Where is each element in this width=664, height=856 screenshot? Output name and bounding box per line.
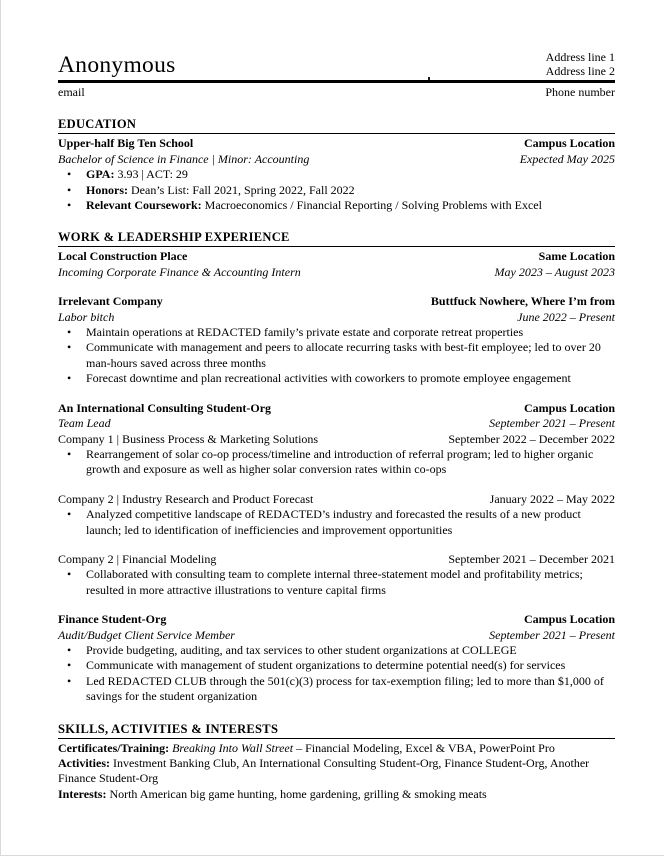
entry-date: September 2021 – Present: [489, 416, 615, 431]
bullet-item: • Forecast downtime and plan recreational activities with coworkers to promote employee engagement: [58, 371, 615, 386]
bullet-item: • Collaborated with consulting team to complete internal three-statement model and profitability metrics; resulted in more attractive illustrations to venture capital firms: [58, 567, 615, 598]
skill-italic: Breaking Into Wall Street: [172, 740, 294, 755]
entry-role-row: [58, 628, 615, 643]
bullet-item: • Communicate with management and peers to allocate recurring tasks with best-fit employee; led to over 20 man-hours saved across three months: [58, 340, 615, 371]
certificates-line: [58, 741, 615, 756]
address-block: [546, 50, 615, 78]
project-bullet-list: [58, 567, 615, 598]
school-location: Campus Location: [523, 136, 615, 151]
experience-entry: [58, 612, 615, 704]
project-block: [58, 492, 615, 538]
resume-header: [58, 50, 615, 100]
project-title: Company 2 | Industry Research and Product Forecast: [58, 491, 314, 506]
education-degree-row: [58, 152, 615, 167]
header-bottom-row: [58, 85, 615, 100]
entry-title-row: [58, 612, 615, 627]
skill-text: – Financial Modeling, Excel & VBA, PowerPoint Pro: [296, 740, 555, 755]
company-location: Campus Location: [523, 400, 615, 415]
entry-role-row: [58, 265, 615, 280]
entry-date: May 2023 – August 2023: [494, 264, 615, 279]
role-title: Team Lead: [58, 416, 111, 431]
bullet-label: Relevant Coursework:: [86, 198, 202, 213]
skill-text: Investment Banking Club, An International Consulting Student-Org, Finance Student-Org, Another Finance Student-Org: [58, 756, 590, 786]
email: email: [58, 85, 85, 99]
bullet-item: [58, 183, 615, 198]
education-heading: EDUCATION: [58, 117, 615, 134]
person-name: Anonymous: [58, 52, 176, 78]
company-location: Buttfuck Nowhere, Where I’m from: [430, 294, 615, 309]
skill-label: Certificates/Training:: [58, 740, 170, 755]
experience-entry: [58, 249, 615, 280]
project-title: Company 2 | Financial Modeling: [58, 551, 217, 566]
skill-label: Interests:: [58, 786, 107, 801]
skill-text: North American big game hunting, home gardening, grilling & smoking meats: [109, 786, 487, 801]
bullet-item: • Analyzed competitive landscape of REDACTED’s industry and forecasted the results of a new product launch; led to identification of inefficiencies and improvement opportunities: [58, 507, 615, 538]
experience-heading: WORK & LEADERSHIP EXPERIENCE: [58, 230, 615, 247]
bullet-item: [58, 167, 615, 182]
project-block: [58, 552, 615, 598]
company-name: Irrelevant Company: [58, 294, 163, 309]
graduation-date: Expected May 2025: [519, 151, 615, 166]
project-bullet-list: [58, 447, 615, 478]
project-date: September 2022 – December 2022: [448, 431, 615, 446]
entry-bullet-list: [58, 643, 615, 705]
entry-date: September 2021 – Present: [489, 627, 615, 642]
bullet-item: • Maintain operations at REDACTED family’s private estate and corporate retreat properties: [58, 325, 615, 340]
bullet-label: Honors:: [86, 182, 128, 197]
skill-label: Activities:: [58, 756, 110, 770]
project-title-row: [58, 492, 615, 507]
experience-entry: [58, 401, 615, 598]
header-top-row: [58, 50, 615, 78]
bullet-label: GPA:: [86, 167, 115, 182]
education-bullet-list: [58, 167, 615, 213]
role-title: Labor bitch: [58, 309, 115, 324]
header-rule: [58, 80, 615, 83]
entry-bullet-list: [58, 325, 615, 387]
company-name: An International Consulting Student-Org: [58, 400, 272, 415]
phone-number: Phone number: [545, 85, 615, 99]
education-entry: [58, 136, 615, 213]
entry-title-row: [58, 401, 615, 416]
project-bullet-list: [58, 507, 615, 538]
experience-section: [58, 230, 615, 704]
address-line-1: Address line 1: [545, 50, 615, 64]
project-title-row: [58, 552, 615, 567]
education-section: [58, 117, 615, 213]
project-block: [58, 432, 615, 478]
project-date: September 2021 – December 2021: [448, 551, 615, 566]
activities-line: [58, 756, 615, 787]
company-location: Campus Location: [523, 612, 615, 627]
bullet-item: • Rearrangement of solar co-op process/timeline and introduction of referral program; led to higher organic growth and exposure as well as higher solar conversion rates within co-ops: [58, 447, 615, 478]
entry-role-row: [58, 310, 615, 325]
experience-entry: [58, 294, 615, 386]
skills-heading: SKILLS, ACTIVITIES & INTERESTS: [58, 722, 615, 739]
interests-line: [58, 787, 615, 802]
project-date: January 2022 – May 2022: [489, 491, 615, 506]
company-location: Same Location: [538, 249, 615, 264]
bullet-item: • Led REDACTED CLUB through the 501(c)(3) process for tax-exemption filing; led to more than $1,000 of savings for the student organization: [58, 674, 615, 705]
bullet-item: [58, 198, 615, 213]
degree: Bachelor of Science in Finance | Minor: Accounting: [58, 151, 310, 166]
bullet-item: • Provide budgeting, auditing, and tax services to other student organizations at COLLEGE: [58, 643, 615, 658]
role-title: Audit/Budget Client Service Member: [58, 627, 235, 642]
school-name: Upper-half Big Ten School: [58, 136, 194, 151]
skills-section: [58, 722, 615, 803]
company-name: Local Construction Place: [58, 249, 188, 264]
project-title: Company 1 | Business Process & Marketing Solutions: [58, 431, 319, 446]
stray-mark: [428, 77, 430, 80]
address-line-2: Address line 2: [545, 64, 615, 78]
bullet-text: Dean’s List: Fall 2021, Spring 2022, Fall 2022: [131, 182, 355, 197]
project-title-row: [58, 432, 615, 447]
education-title-row: [58, 136, 615, 151]
bullet-text: 3.93 | ACT: 29: [117, 167, 188, 182]
role-title: Incoming Corporate Finance & Accounting Intern: [58, 264, 301, 279]
resume-page: [1, 0, 664, 802]
entry-role-row: [58, 416, 615, 431]
entry-date: June 2022 – Present: [517, 309, 615, 324]
company-name: Finance Student-Org: [58, 612, 167, 627]
entry-title-row: [58, 249, 615, 264]
entry-title-row: [58, 294, 615, 309]
bullet-item: • Communicate with management of student organizations to determine potential need(s) for services: [58, 658, 615, 673]
bullet-text: Macroeconomics / Financial Reporting / Solving Problems with Excel: [204, 198, 542, 213]
